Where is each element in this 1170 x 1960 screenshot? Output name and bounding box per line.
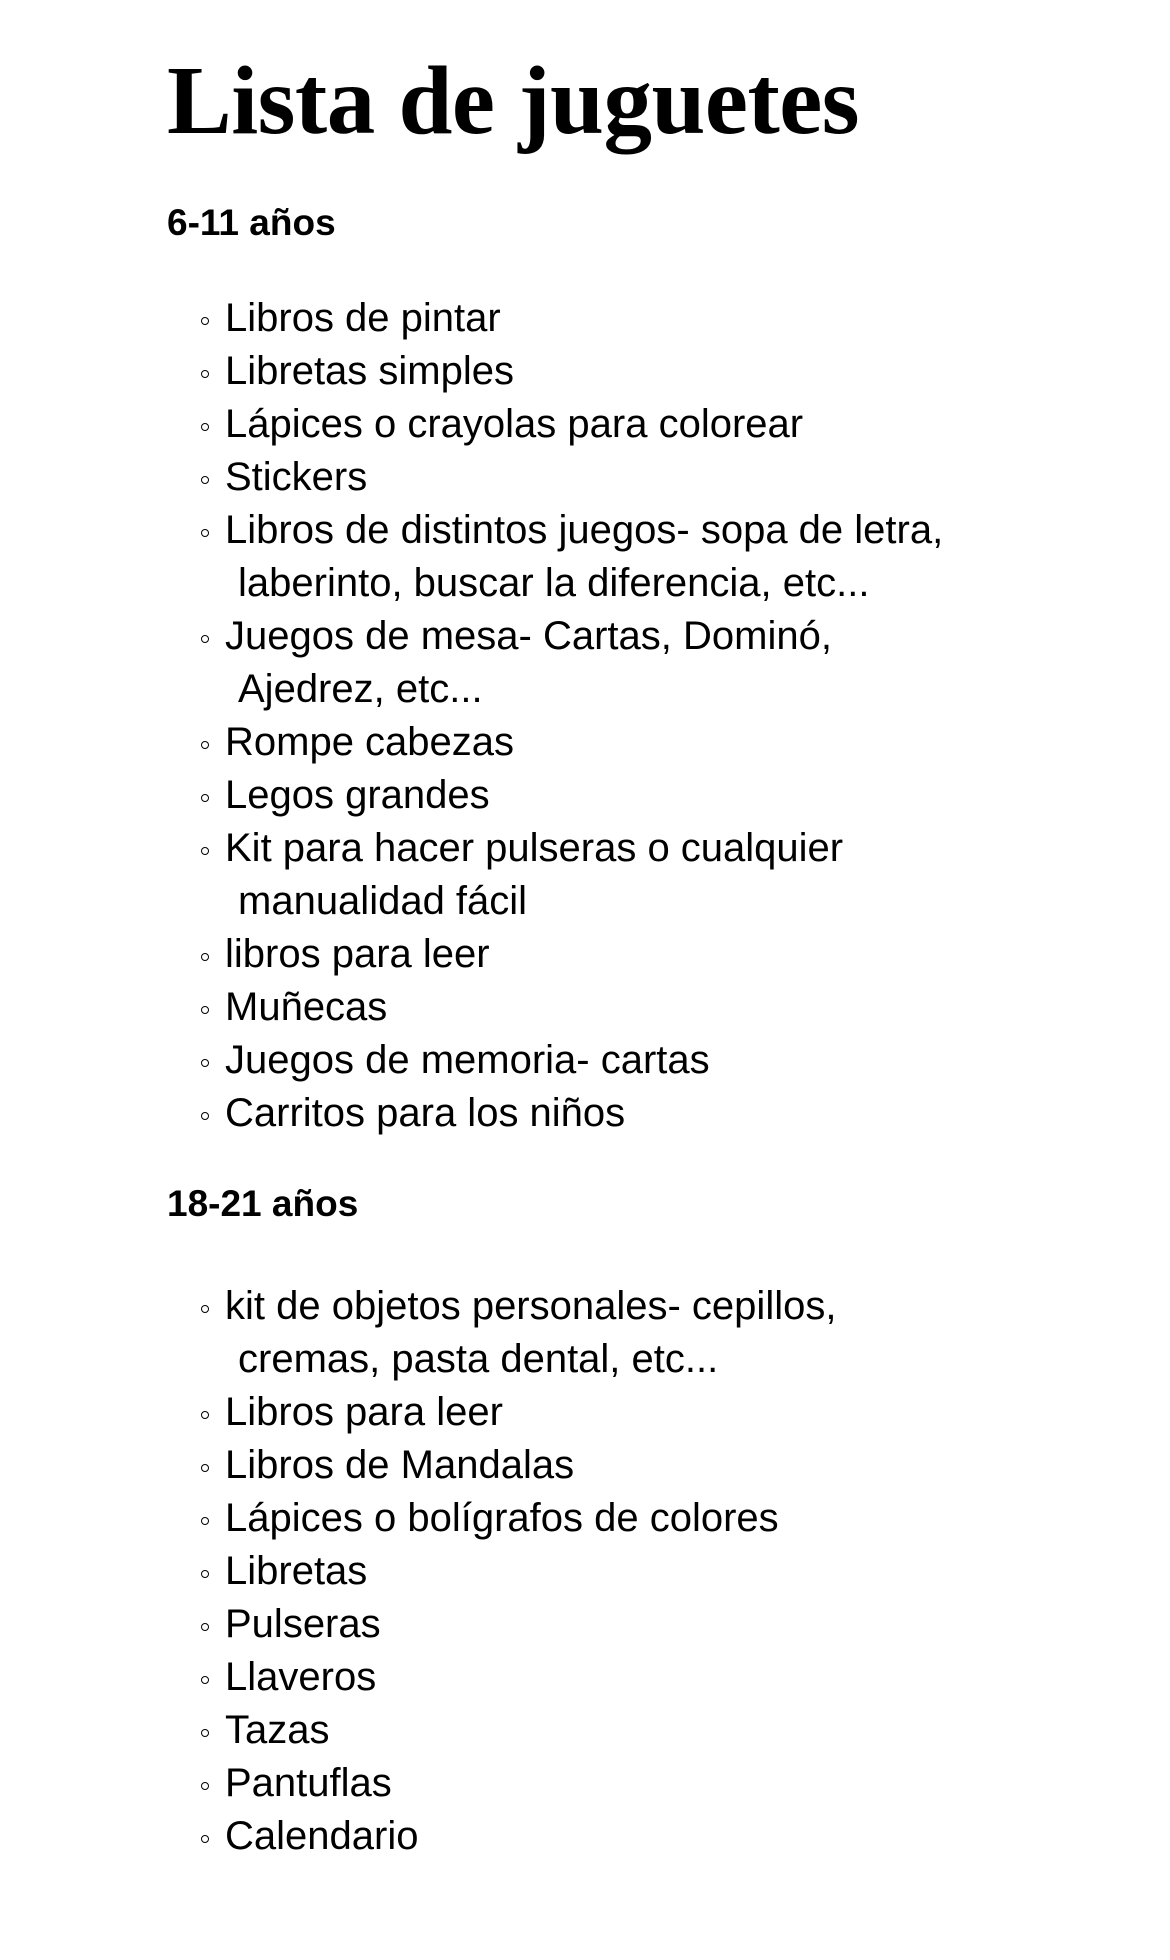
circle-bullet-icon	[201, 1112, 209, 1120]
list-item	[201, 1087, 1101, 1140]
list-item	[201, 610, 1101, 716]
list-item-text: Libretas	[225, 1549, 368, 1593]
list-item-text: Pulseras	[225, 1602, 381, 1646]
list-item	[201, 1545, 1101, 1598]
circle-bullet-icon	[201, 794, 209, 802]
list-item-text: Juegos de mesa- Cartas, Dominó,	[225, 614, 832, 658]
list-item-text: Kit para hacer pulseras o cualquier	[225, 826, 844, 870]
circle-bullet-icon	[201, 1464, 209, 1472]
list-item	[201, 1598, 1101, 1651]
list-item	[201, 1492, 1101, 1545]
circle-bullet-icon	[201, 1517, 209, 1525]
circle-bullet-icon	[201, 1305, 209, 1313]
page-title: Lista de juguetes	[167, 47, 860, 154]
section-heading-18-21: 18-21 años	[167, 1183, 359, 1224]
list-item-text: Rompe cabezas	[225, 720, 515, 764]
circle-bullet-icon	[201, 317, 209, 325]
list-item-text: Libretas simples	[225, 349, 515, 393]
circle-bullet-icon	[201, 1623, 209, 1631]
list-item-text: Libros de Mandalas	[225, 1443, 575, 1487]
circle-bullet-icon	[201, 847, 209, 855]
list-item	[201, 1810, 1101, 1863]
list-item	[201, 292, 1101, 345]
list-item-text: Muñecas	[225, 985, 388, 1029]
list-item-text: Tazas	[225, 1708, 330, 1752]
list-item	[201, 1439, 1101, 1492]
toy-list-18-21	[201, 1280, 1101, 1863]
list-item	[201, 981, 1101, 1034]
list-item	[201, 928, 1101, 981]
list-item	[201, 398, 1101, 451]
list-item	[201, 1704, 1101, 1757]
circle-bullet-icon	[201, 476, 209, 484]
list-item	[201, 504, 1101, 610]
section-heading-6-11: 6-11 años	[167, 202, 336, 243]
toy-list-6-11	[201, 292, 1101, 1140]
list-item-text: Stickers	[225, 455, 368, 499]
list-item-text: Ajedrez, etc...	[238, 667, 483, 711]
list-item	[201, 716, 1101, 769]
circle-bullet-icon	[201, 1729, 209, 1737]
list-item-text: Libros de pintar	[225, 296, 501, 340]
list-item-text: Llaveros	[225, 1655, 377, 1699]
list-item-text: Carritos para los niños	[225, 1091, 626, 1135]
circle-bullet-icon	[201, 1006, 209, 1014]
circle-bullet-icon	[201, 741, 209, 749]
circle-bullet-icon	[201, 1411, 209, 1419]
list-item-text: Legos grandes	[225, 773, 490, 817]
list-item-text: Lápices o crayolas para colorear	[225, 402, 804, 446]
circle-bullet-icon	[201, 1676, 209, 1684]
list-item-text: Lápices o bolígrafos de colores	[225, 1496, 779, 1540]
circle-bullet-icon	[201, 1059, 209, 1067]
list-item-text: laberinto, buscar la diferencia, etc...	[238, 561, 870, 605]
circle-bullet-icon	[201, 1570, 209, 1578]
list-item-text: manualidad fácil	[238, 879, 528, 923]
list-item	[201, 769, 1101, 822]
list-item	[201, 1386, 1101, 1439]
circle-bullet-icon	[201, 1835, 209, 1843]
circle-bullet-icon	[201, 370, 209, 378]
list-item-text: Pantuflas	[225, 1761, 392, 1805]
list-item-text: Calendario	[225, 1814, 419, 1858]
list-item-text: libros para leer	[225, 932, 490, 976]
list-item-text: Libros de distintos juegos- sopa de letra,	[225, 508, 944, 552]
list-item	[201, 1034, 1101, 1087]
circle-bullet-icon	[201, 1782, 209, 1790]
list-item-text: Libros para leer	[225, 1390, 503, 1434]
list-item	[201, 345, 1101, 398]
list-item-text: kit de objetos personales- cepillos,	[225, 1284, 837, 1328]
list-item-text: Juegos de memoria- cartas	[225, 1038, 710, 1082]
circle-bullet-icon	[201, 423, 209, 431]
circle-bullet-icon	[201, 635, 209, 643]
list-item	[201, 1757, 1101, 1810]
list-item	[201, 1651, 1101, 1704]
circle-bullet-icon	[201, 953, 209, 961]
list-item	[201, 451, 1101, 504]
list-item	[201, 822, 1101, 928]
list-item	[201, 1280, 1101, 1386]
circle-bullet-icon	[201, 529, 209, 537]
list-item-text: cremas, pasta dental, etc...	[238, 1337, 719, 1381]
